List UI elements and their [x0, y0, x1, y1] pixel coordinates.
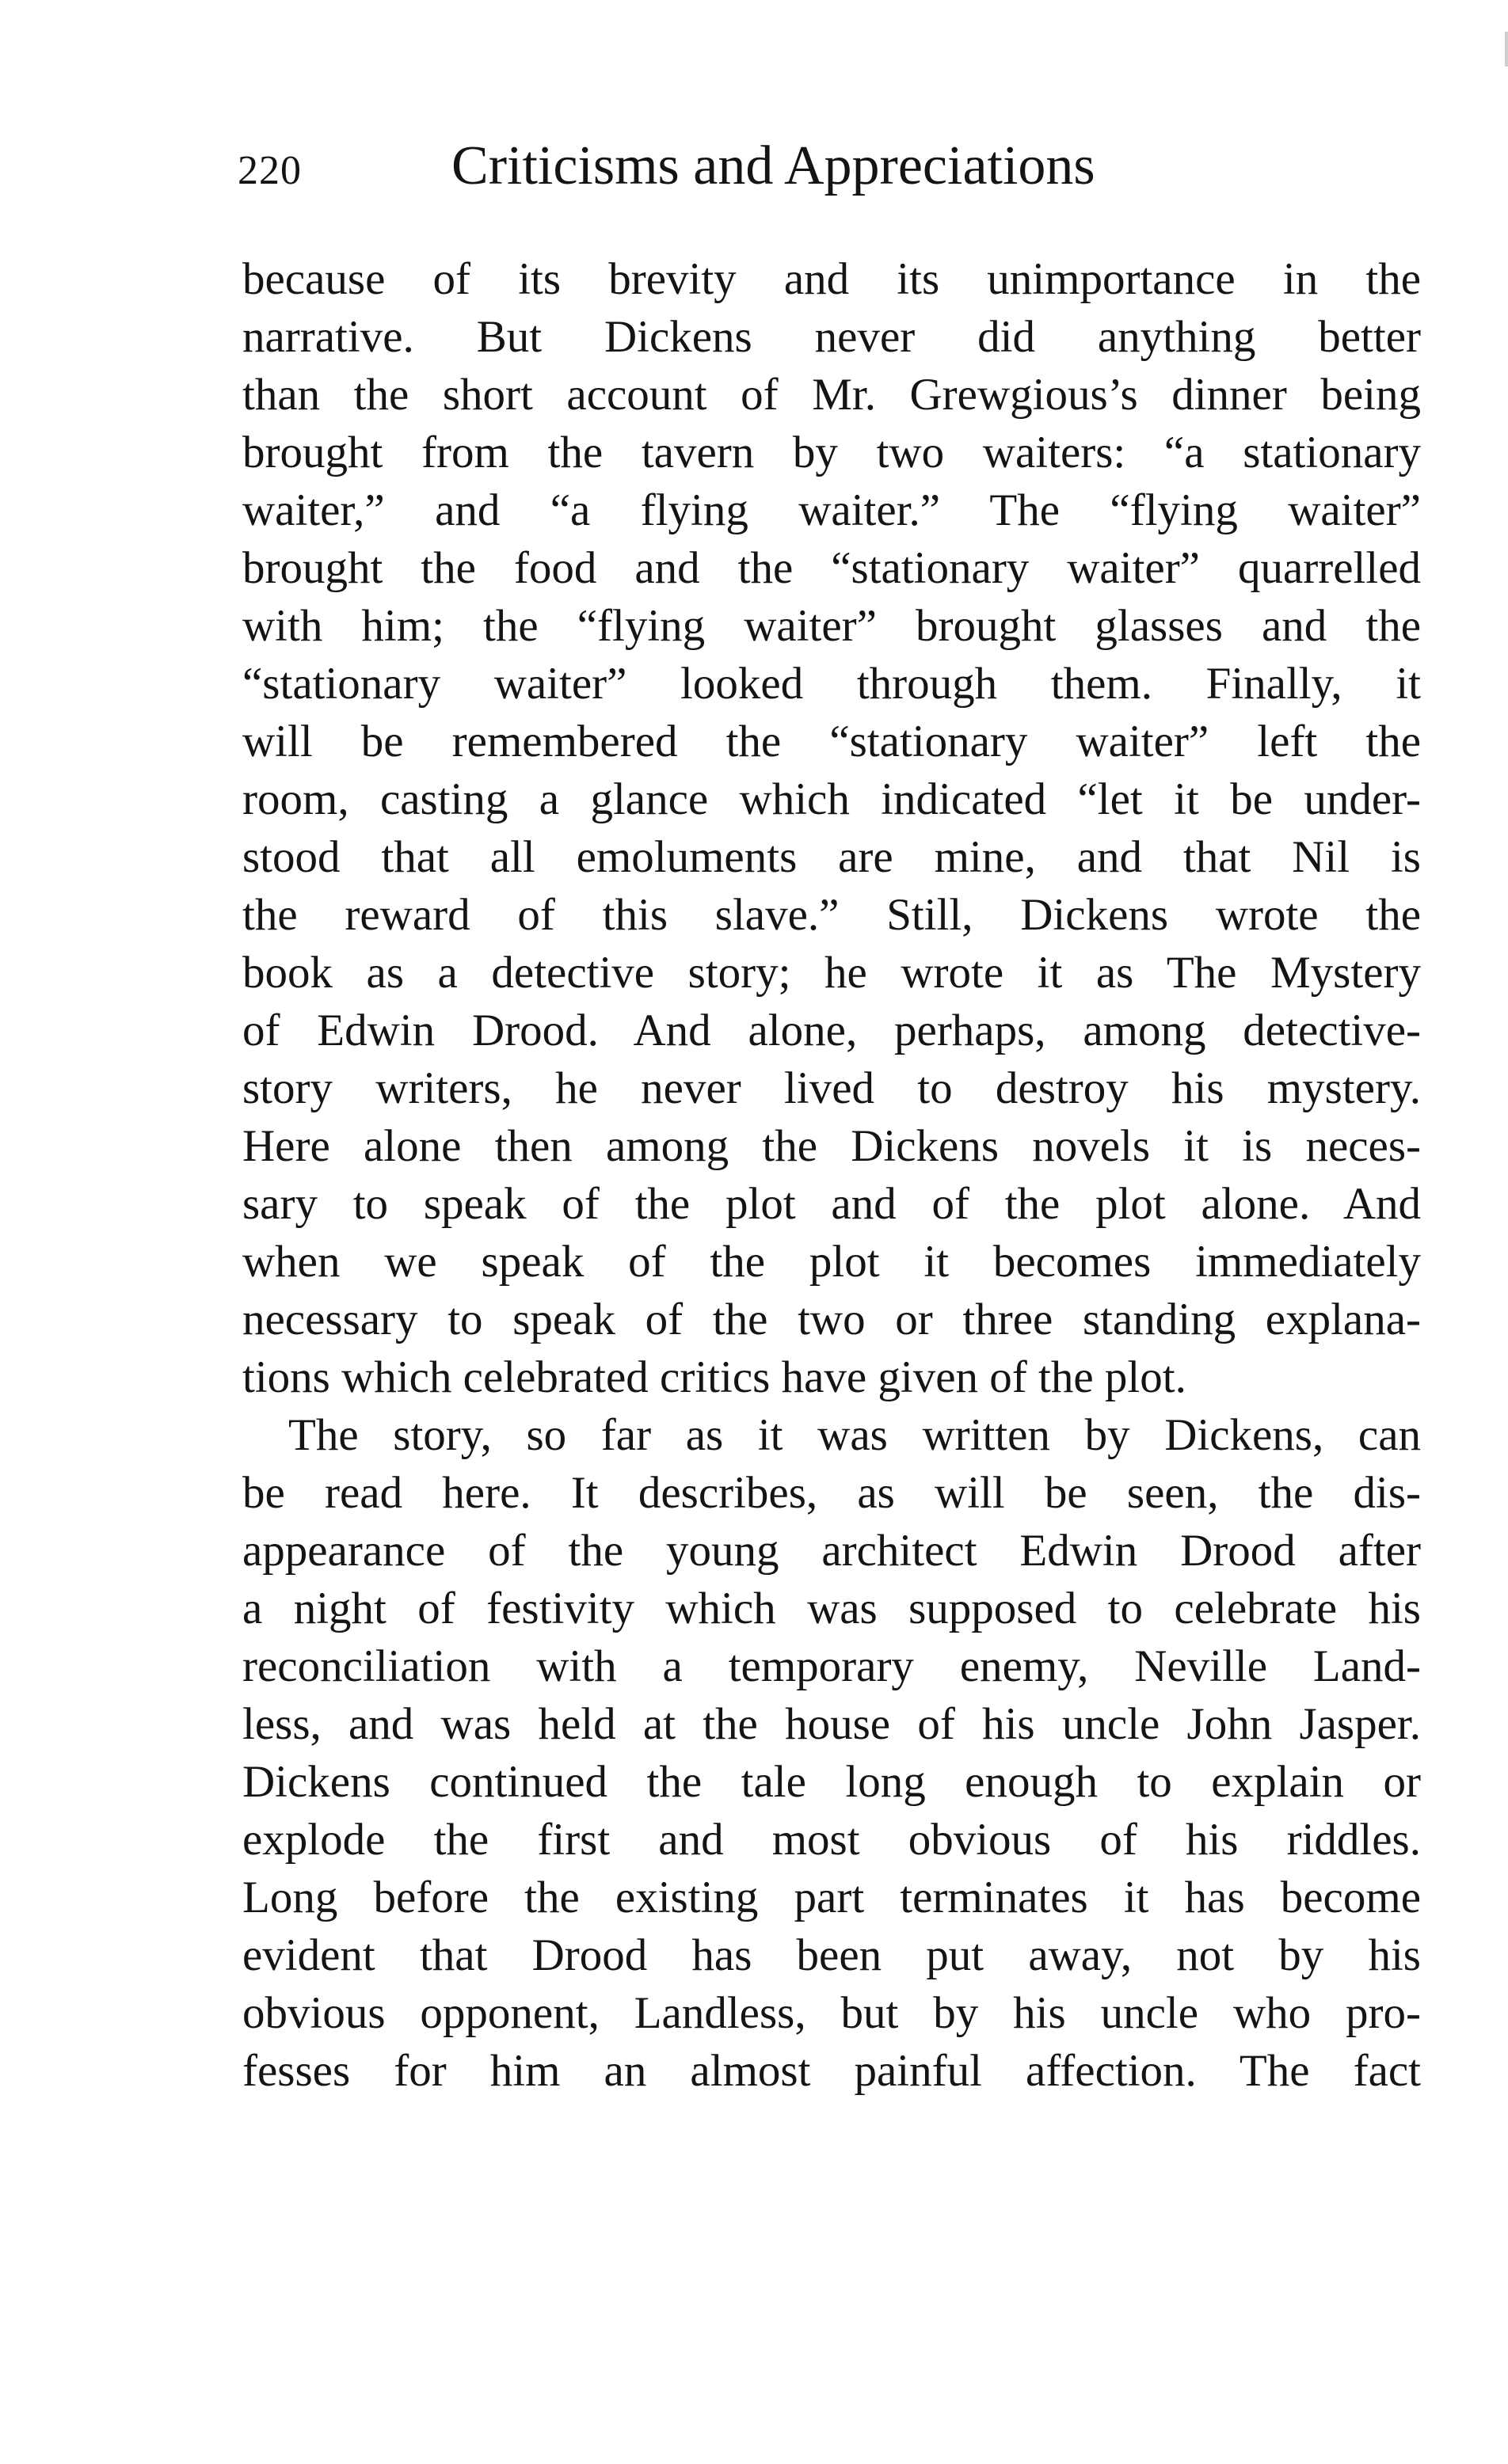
- text-line: when we speak of the plot it becomes immediately: [242, 1237, 1421, 1287]
- text-line: room, casting a glance which indicated “let it be under-: [242, 774, 1421, 824]
- text-line: book as a detective story; he wrote it as The Mystery: [242, 948, 1421, 998]
- text-line: “stationary waiter” looked through them. Finally, it: [242, 659, 1421, 709]
- text-line: because of its brevity and its unimportance in the: [242, 254, 1421, 304]
- text-line: The story, so far as it was written by Dickens, can: [288, 1410, 1421, 1460]
- paragraph-1: [242, 250, 1421, 1406]
- text-line: necessary to speak of the two or three standing explana-: [242, 1295, 1421, 1344]
- text-line: with him; the “flying waiter” brought glasses and the: [242, 601, 1421, 651]
- page-number: 220: [238, 148, 302, 193]
- running-title: Criticisms and Appreciations: [451, 135, 1095, 196]
- text-line: waiter,” and “a flying waiter.” The “flying waiter”: [242, 485, 1421, 535]
- text-line: sary to speak of the plot and of the plot alone. And: [242, 1179, 1421, 1229]
- text-line: be read here. It describes, as will be seen, the dis-: [242, 1468, 1421, 1518]
- text-line: the reward of this slave.” Still, Dickens wrote the: [242, 890, 1421, 940]
- text-line: narrative. But Dickens never did anything better: [242, 312, 1421, 362]
- text-line: evident that Drood has been put away, not by his: [242, 1930, 1421, 1980]
- running-head: [238, 127, 1426, 206]
- text-line: stood that all emoluments are mine, and that Nil is: [242, 832, 1421, 882]
- text-line: Long before the existing part terminates it has become: [242, 1873, 1421, 1922]
- text-line: explode the first and most obvious of his riddles.: [242, 1815, 1421, 1865]
- text-line: Here alone then among the Dickens novels it is neces-: [242, 1121, 1421, 1171]
- text-line: Dickens continued the tale long enough to explain or: [242, 1757, 1421, 1807]
- text-line: tions which celebrated critics have given of the plot.: [242, 1352, 1186, 1402]
- text-line: of Edwin Drood. And alone, perhaps, among detective-: [242, 1006, 1421, 1055]
- paragraph-2: [242, 1406, 1421, 2100]
- text-line: obvious opponent, Landless, but by his uncle who pro-: [242, 1988, 1421, 2038]
- text-line: reconciliation with a temporary enemy, Neville Land-: [242, 1641, 1421, 1691]
- body-text: [242, 250, 1421, 2100]
- text-line: brought from the tavern by two waiters: “a stationary: [242, 428, 1421, 477]
- page-edge-mark: [1505, 32, 1508, 67]
- text-line: fesses for him an almost painful affection. The fact: [242, 2046, 1421, 2096]
- text-line: will be remembered the “stationary waiter” left the: [242, 717, 1421, 766]
- text-line: a night of festivity which was supposed to celebrate his: [242, 1584, 1421, 1633]
- text-line: less, and was held at the house of his uncle John Jasper.: [242, 1699, 1421, 1749]
- text-line: brought the food and the “stationary waiter” quarrelled: [242, 543, 1421, 593]
- text-line: story writers, he never lived to destroy his mystery.: [242, 1063, 1421, 1113]
- text-line: appearance of the young architect Edwin Drood after: [242, 1526, 1421, 1576]
- text-line: than the short account of Mr. Grewgious’s dinner being: [242, 370, 1421, 420]
